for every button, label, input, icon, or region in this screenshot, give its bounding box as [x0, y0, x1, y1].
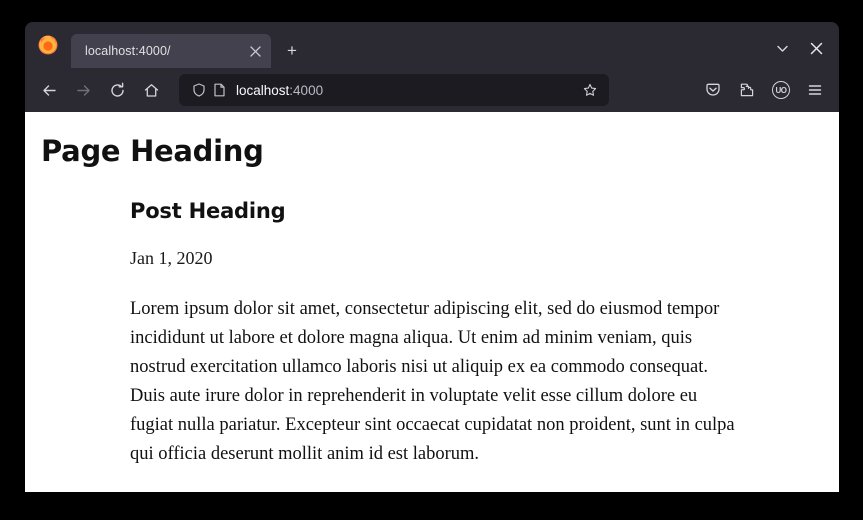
- post-body: Lorem ipsum dolor sit amet, consectetur adipiscing elit, sed do eiusmod tempor incididunt ut labore et dolore magna aliqua. Ut enim ad minim veniam, quis nostrud exercitation ullamco laboris nisi ut aliquip ex ea commodo consequat. Duis aute irure dolor in reprehenderit in voluptate velit esse cillum dolore eu fugiat nulla pariatur. Excepteur sint occaecat cupidatat non proident, sunt in culpa qui officia deserunt mollit anim id est laborum.: [130, 299, 735, 464]
- post-article: [130, 199, 799, 469]
- close-icon[interactable]: [245, 41, 265, 61]
- post-heading: Post Heading: [130, 199, 286, 223]
- navigation-toolbar: [25, 68, 839, 112]
- ublock-badge-label: UO: [772, 81, 790, 99]
- forward-arrow-icon[interactable]: [67, 75, 99, 105]
- tab-title: localhost:4000/: [85, 44, 171, 58]
- page-document-icon[interactable]: [209, 80, 229, 100]
- toolbar-right-group: [695, 75, 831, 105]
- page-title: Page Heading: [41, 134, 264, 168]
- browser-tab[interactable]: [71, 34, 271, 68]
- home-icon[interactable]: [135, 75, 167, 105]
- pocket-icon[interactable]: [697, 75, 729, 105]
- star-icon[interactable]: [579, 79, 601, 101]
- url-port: :4000: [289, 82, 324, 98]
- shield-icon[interactable]: [189, 80, 209, 100]
- hamburger-menu-icon[interactable]: [799, 75, 831, 105]
- url-text[interactable]: [236, 83, 579, 98]
- url-bar[interactable]: [179, 74, 609, 106]
- back-arrow-icon[interactable]: [33, 75, 65, 105]
- post-date: Jan 1, 2020: [130, 248, 213, 268]
- page-content: [25, 112, 839, 492]
- chevron-down-icon[interactable]: [765, 31, 799, 65]
- new-tab-button[interactable]: +: [287, 41, 297, 60]
- reload-icon[interactable]: [101, 75, 133, 105]
- window-close-button[interactable]: [799, 31, 833, 65]
- tab-strip: [25, 22, 839, 68]
- url-host: localhost: [236, 82, 290, 98]
- ublock-origin-icon[interactable]: [765, 75, 797, 105]
- firefox-logo-icon: [33, 25, 63, 65]
- browser-window: [25, 22, 839, 492]
- extensions-puzzle-icon[interactable]: [731, 75, 763, 105]
